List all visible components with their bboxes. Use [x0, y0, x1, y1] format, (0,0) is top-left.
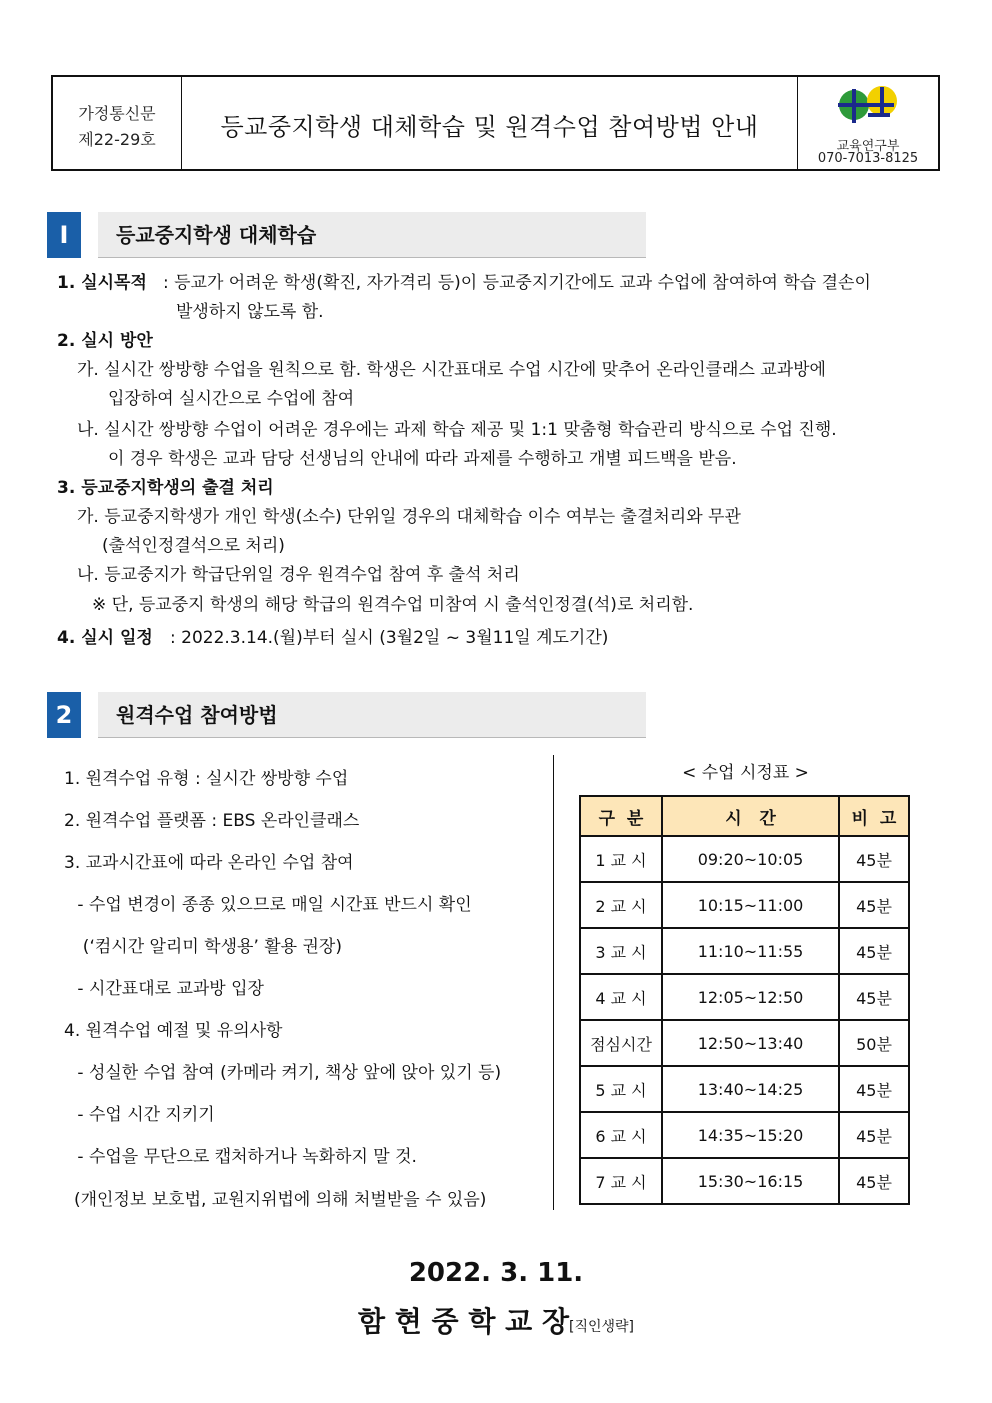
issue-number: 제22-29호: [78, 130, 156, 149]
page-title: 등교중지학생 대체학습 및 원격수업 참여방법 안내: [220, 113, 759, 141]
school-principal: 함 현 중 학 교 장: [357, 1305, 569, 1338]
seal-note: [직인생략]: [569, 1319, 635, 1335]
period-cell: 5 교 시: [580, 1066, 662, 1112]
duration-cell: 45분: [839, 882, 909, 928]
time-cell: 14:35~15:20: [662, 1112, 839, 1158]
col-header-time: 시 간: [662, 796, 839, 836]
time-cell: 12:50~13:40: [662, 1020, 839, 1066]
item1-text1: : 등교가 어려운 학생(확진, 자가격리 등)이 등교중지기간에도 교과 수업에 참여하여 학습 결손이: [163, 273, 871, 293]
time-cell: 10:15~11:00: [662, 882, 839, 928]
list-item: - 수업 변경이 종종 있으므로 매일 시간표 반드시 확인: [72, 895, 472, 915]
table-row: [580, 1020, 909, 1066]
duration-cell: 50분: [839, 1020, 909, 1066]
item2-a-line1: 가. 실시간 쌍방향 수업을 원칙으로 함. 학생은 시간표대로 수업 시간에 맞추어 온라인클래스 교과방에: [77, 360, 826, 380]
list-item: (개인정보 보호법, 교원지위법에 의해 처벌받을 수 있음): [74, 1190, 487, 1210]
duration-cell: 45분: [839, 1158, 909, 1204]
duration-cell: 45분: [839, 974, 909, 1020]
duration-cell: 45분: [839, 1112, 909, 1158]
item1-label: 1. 실시목적: [57, 273, 147, 293]
list-item: 1. 원격수업 유형 : 실시간 쌍방향 수업: [64, 769, 349, 789]
schedule-caption: < 수업 시정표 >: [682, 763, 809, 783]
dept-name: 교육연구부: [836, 139, 900, 154]
item3-label: 3. 등교중지학생의 출결 처리: [57, 478, 274, 498]
table-row: [580, 882, 909, 928]
section1-title: 등교중지학생 대체학습: [116, 223, 317, 247]
list-item: 3. 교과시간표에 따라 온라인 수업 참여: [64, 853, 354, 873]
section2-title: 원격수업 참여방법: [116, 703, 278, 727]
duration-cell: 45분: [839, 836, 909, 882]
col-header-period: 구 분: [580, 796, 662, 836]
time-cell: 13:40~14:25: [662, 1066, 839, 1112]
list-item: - 성실한 수업 참여 (카메라 켜기, 책상 앞에 앉아 있기 등): [72, 1063, 502, 1083]
list-item: - 수업 시간 지키기: [72, 1105, 215, 1125]
time-cell: 11:10~11:55: [662, 928, 839, 974]
duration-cell: 45분: [839, 928, 909, 974]
section1-number: Ⅰ: [47, 212, 81, 258]
issue-type: 가정통신문: [78, 104, 156, 123]
period-cell: 7 교 시: [580, 1158, 662, 1204]
table-row: [580, 974, 909, 1020]
period-cell: 점심시간: [580, 1020, 662, 1066]
schedule-table: [579, 795, 910, 1205]
period-cell: 2 교 시: [580, 882, 662, 928]
section1-header: [98, 212, 646, 258]
item3-a-line1: 가. 등교중지학생가 개인 학생(소수) 단위일 경우의 대체학습 이수 여부는 출결처리와 무관: [77, 507, 741, 527]
table-row: [580, 928, 909, 974]
time-cell: 12:05~12:50: [662, 974, 839, 1020]
period-cell: 1 교 시: [580, 836, 662, 882]
table-row: [580, 1066, 909, 1112]
table-row: [580, 1158, 909, 1204]
time-cell: 15:30~16:15: [662, 1158, 839, 1204]
list-item: - 시간표대로 교과방 입장: [72, 979, 264, 999]
item4-text: : 2022.3.14.(월)부터 실시 (3월2일 ~ 3월11일 계도기간): [170, 628, 609, 648]
section2-header: [98, 692, 646, 738]
school-logo-icon: [834, 83, 902, 129]
table-row: [580, 836, 909, 882]
list-item: 2. 원격수업 플랫폼 : EBS 온라인클래스: [64, 811, 360, 831]
item2-b-line1: 나. 실시간 쌍방향 수업이 어려운 경우에는 과제 학습 제공 및 1:1 맞춤형 학습관리 방식으로 수업 진행.: [77, 420, 837, 440]
item3-b-line1: 나. 등교중지가 학급단위일 경우 원격수업 참여 후 출석 처리: [77, 565, 520, 585]
item1-text2: 발생하지 않도록 함.: [176, 302, 324, 322]
table-header-row: [580, 796, 909, 836]
list-item: (‘컴시간 알리미 학생용’ 활용 권장): [72, 937, 342, 957]
issue-date: 2022. 3. 11.: [408, 1258, 584, 1288]
column-divider: [553, 755, 554, 1210]
item4-label: 4. 실시 일정: [57, 628, 153, 648]
section2-number: 2: [47, 692, 81, 738]
list-item: - 수업을 무단으로 캡처하거나 녹화하지 말 것.: [72, 1147, 417, 1167]
list-item: 4. 원격수업 예절 및 유의사항: [64, 1021, 283, 1041]
col-header-note: 비 고: [839, 796, 909, 836]
duration-cell: 45분: [839, 1066, 909, 1112]
item2-label: 2. 실시 방안: [57, 331, 153, 351]
dept-phone: 070-7013-8125: [817, 151, 919, 166]
item2-a-line2: 입장하여 실시간으로 수업에 참여: [108, 389, 355, 409]
period-cell: 4 교 시: [580, 974, 662, 1020]
period-cell: 6 교 시: [580, 1112, 662, 1158]
item2-b-line2: 이 경우 학생은 교과 담당 선생님의 안내에 따라 과제를 수행하고 개별 피드백을 받음.: [108, 449, 737, 469]
signature-block: [0, 1300, 992, 1340]
newsletter-header: [51, 75, 940, 171]
item3-note: ※ 단, 등교중지 학생의 해당 학급의 원격수업 미참여 시 출석인정결(석)로 처리함.: [92, 595, 694, 615]
item3-a-line2: (출석인정결석으로 처리): [102, 536, 285, 556]
table-row: [580, 1112, 909, 1158]
period-cell: 3 교 시: [580, 928, 662, 974]
time-cell: 09:20~10:05: [662, 836, 839, 882]
